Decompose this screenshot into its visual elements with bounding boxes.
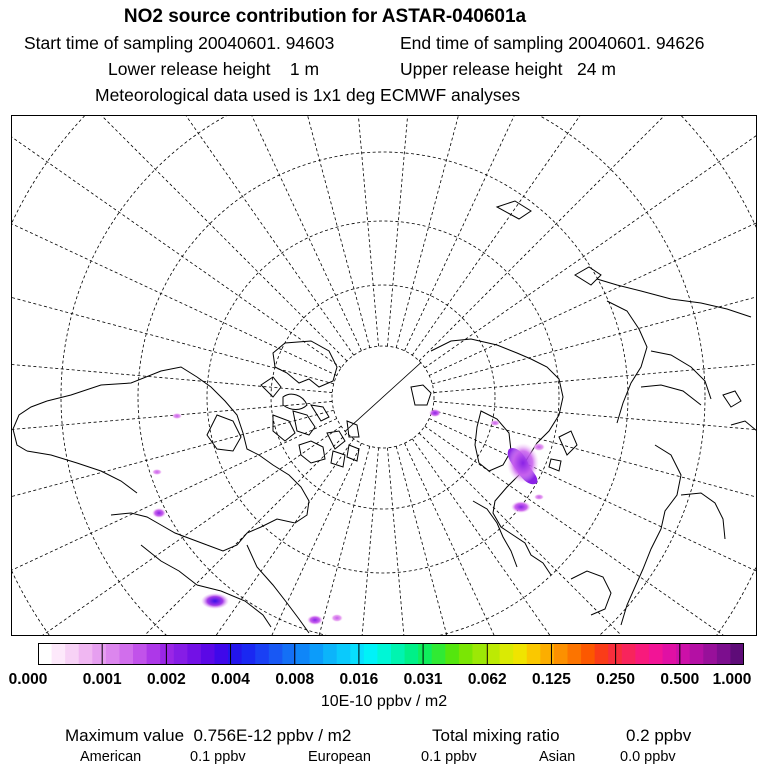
european-value: 0.1 ppbv (421, 749, 477, 765)
total-mixing-ratio-label: Total mixing ratio (432, 726, 560, 745)
colorbar-cell (676, 643, 690, 665)
colorbar-cell (160, 643, 174, 665)
colorbar-tick-label: 1.000 (712, 671, 752, 688)
colorbar-cell (364, 643, 378, 665)
hotspot-pacific (201, 593, 229, 609)
colorbar-cell (269, 643, 283, 665)
colorbar-cell (201, 643, 215, 665)
colorbar-cell (65, 643, 79, 665)
colorbar-cell (133, 643, 147, 665)
colorbar-cell (296, 643, 310, 665)
colorbar-cell (459, 643, 473, 665)
colorbar-cell (106, 643, 120, 665)
colorbar-tick-label: 0.125 (532, 671, 571, 688)
colorbar-cell (391, 643, 405, 665)
colorbar-cell (622, 643, 636, 665)
colorbar-cell (500, 643, 514, 665)
polar-map (11, 115, 757, 636)
hotspot-north-america-west-2 (331, 614, 343, 622)
colorbar-tick-label: 0.002 (146, 671, 186, 688)
colorbar-cell (595, 643, 609, 665)
colorbar-cell (649, 643, 663, 665)
colorbar-cell (215, 643, 229, 665)
colorbar-cell (174, 643, 188, 665)
colorbar-cell (38, 643, 52, 665)
colorbar-cell (635, 643, 649, 665)
colorbar-cell (540, 643, 554, 665)
colorbar-units: 10E-10 ppbv / m2 (320, 693, 448, 710)
colorbar-tick-label: 0.250 (596, 671, 636, 688)
colorbar-cell (377, 643, 391, 665)
colorbar-cell (79, 643, 93, 665)
lower-release-height-label: Lower release height 1 m (108, 59, 320, 79)
colorbar-cell (554, 643, 568, 665)
american-label: American (80, 749, 142, 765)
start-time-label: Start time of sampling 20040601. 94603 (24, 33, 335, 53)
maximum-value-label: Maximum value 0.756E-12 ppbv / m2 (65, 726, 352, 745)
colorbar-tick-label: 0.000 (8, 671, 48, 688)
colorbar-cell (513, 643, 527, 665)
european-label: European (308, 749, 371, 765)
colorbar-cell (717, 643, 731, 665)
colorbar-cell (703, 643, 717, 665)
colorbar-cell (418, 643, 432, 665)
met-data-label: Meteorological data used is 1x1 deg ECMWF analyses (95, 85, 521, 105)
colorbar-tick-label: 0.500 (660, 671, 700, 688)
colorbar-cell (337, 643, 351, 665)
colorbar-cell (323, 643, 337, 665)
colorbar-cell (92, 643, 106, 665)
colorbar-cell (119, 643, 133, 665)
hotspot-svalbard (429, 409, 441, 417)
figure-title: NO2 source contribution for ASTAR-040601a (123, 6, 527, 27)
colorbar-tick-label: 0.062 (467, 671, 507, 688)
colorbar-cell (147, 643, 161, 665)
colorbar-cell (52, 643, 66, 665)
colorbar-cell (472, 643, 486, 665)
colorbar-cell (486, 643, 500, 665)
colorbar-cell (242, 643, 256, 665)
colorbar-cell (187, 643, 201, 665)
colorbar-cell (730, 643, 744, 665)
colorbar-cell (568, 643, 582, 665)
asian-value: 0.0 ppbv (620, 749, 676, 765)
colorbar-cell (310, 643, 324, 665)
hotspot-north-america-west (307, 615, 323, 625)
colorbar-tick-label: 0.031 (403, 671, 443, 688)
colorbar-cell (432, 643, 446, 665)
hotspot-alaska (152, 508, 166, 518)
asian-label: Asian (539, 749, 576, 765)
colorbar-cell (527, 643, 541, 665)
colorbar-cell (445, 643, 459, 665)
hotspot-alaska-2 (152, 469, 162, 475)
map-frame (12, 116, 757, 636)
colorbar-cell (350, 643, 364, 665)
end-time-label: End time of sampling 20040601. 94626 (400, 33, 705, 53)
american-value: 0.1 ppbv (190, 749, 246, 765)
colorbar-cell (255, 643, 269, 665)
upper-release-height-label: Upper release height 24 m (400, 59, 616, 79)
colorbar-tick-label: 0.016 (339, 671, 379, 688)
colorbar-tick-label: 0.001 (82, 671, 122, 688)
colorbar-cell (663, 643, 677, 665)
colorbar-tick-label: 0.004 (211, 671, 250, 688)
colorbar-tick-label: 0.008 (275, 671, 315, 688)
colorbar-cell (405, 643, 419, 665)
colorbar (38, 643, 744, 665)
hotspot-central-europe (511, 501, 531, 513)
hotspot-canada (172, 413, 182, 419)
colorbar-cell (581, 643, 595, 665)
hotspot-scandinavia-north (490, 420, 500, 426)
colorbar-cell (690, 643, 704, 665)
total-mixing-ratio-value: 0.2 ppbv (626, 726, 692, 745)
